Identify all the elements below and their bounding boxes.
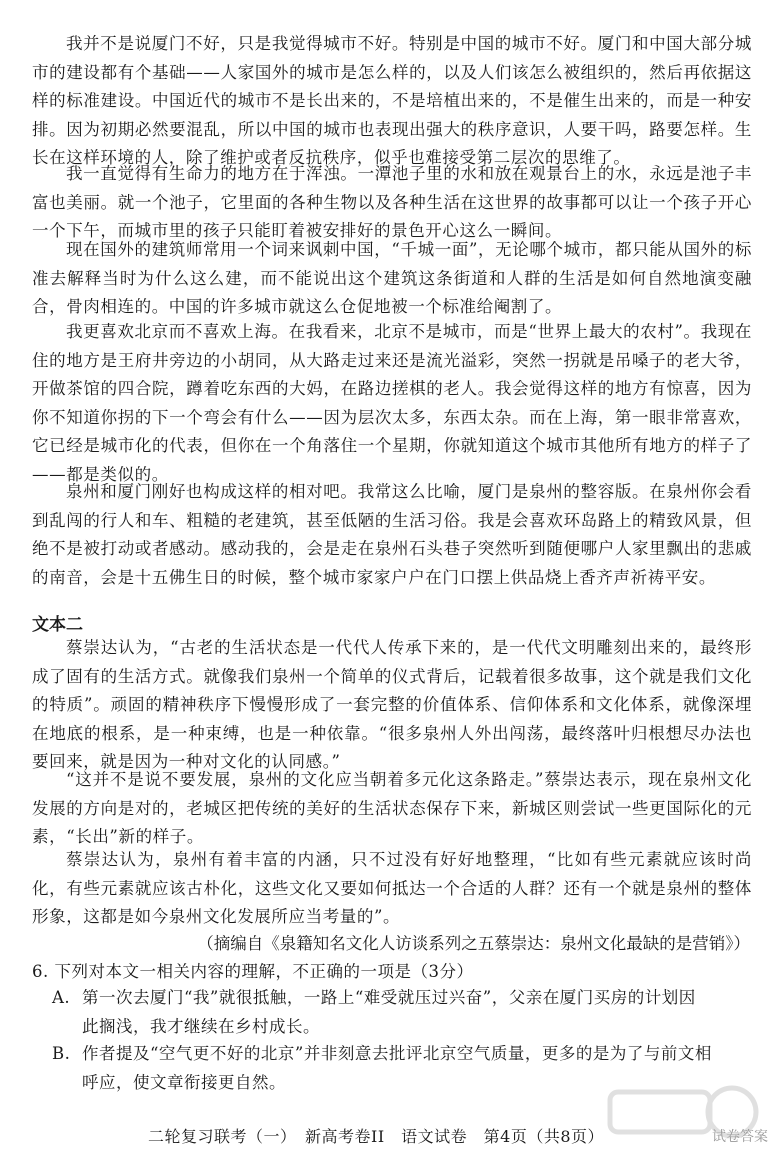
option-b-letter: B. xyxy=(52,1044,71,1063)
source-citation: （摘编自《泉籍知名文化人访谈系列之五蔡崇达：泉州文化最缺的是营销》） xyxy=(197,934,750,953)
text1-paragraph-1: 我并不是说厦门不好，只是我觉得城市不好。特别是中国的城市不好。厦门和中国大部分城市的建设都有个基础——人家国外的城市是怎么样的，以及人们该怎么被组织的，然后再依据这样的标准建设。中国近代的城市不是长出来的，不是培植出来的，不是催生出来的，而是一种安排。因为初期必然要混乱，所以中国的城市也表现出强大的秩序意识，人要干吗，路要怎样。生长在这样环境的人，除了维护或者反抗秩序，似乎也难接受第二层次的思维了。 xyxy=(32,34,752,168)
option-b-line1: 作者提及“空气更不好的北京”并非刻意去批评北京空气质量，更多的是为了与前文相 xyxy=(82,1044,712,1063)
text2-paragraph-1: 蔡崇达认为，“古老的生活状态是一代代人传承下来的，是一代代文明雕刻出来的，最终形成了固有的生活方式。就像我们泉州一个简单的仪式背后，记载着很多故事，这个就是我们文化的特质”。顽固的精神秩序下慢慢形成了一套完整的价值体系、信仰体系和文化体系，就像深埋在地底的根系，是一种束缚，也是一种依靠。“很多泉州人外出闯荡，最终落叶归根想尽办法也要回来，就是因为一种对文化的认同感。” xyxy=(32,638,752,772)
text2-paragraph-2: “这并不是说不要发展，泉州的文化应当朝着多元化这条路走。”蔡崇达表示，现在泉州文化发展的方向是对的，老城区把传统的美好的生活状态保存下来，新城区则尝试一些更国际化的元素，“长出”新的样子。 xyxy=(32,770,752,847)
text2-heading: 文本二 xyxy=(32,615,83,635)
text1-paragraph-2: 我一直觉得有生命力的地方在于浑浊。一潭池子里的水和放在观景台上的水，永远是池子丰富也美丽。就一个池子，它里面的各种生物以及各种生活在这世界的故事都可以让一个孩子开心一个下午，而城市里的孩子只能盯着被安排好的景色开心这么一瞬间。 xyxy=(32,164,752,241)
page-footer: 二轮复习联考（一） 新高考卷II 语文试卷 第4页（共8页） xyxy=(148,1127,605,1146)
option-a xyxy=(52,984,752,1041)
option-b-line2: 呼应，使文章衔接更自然。 xyxy=(82,1072,286,1092)
text1-paragraph-3: 现在国外的建筑师常用一个词来讽刺中国，“千城一面”，无论哪个城市，都只能从国外的标准去解释当时为什么这么建，而不能说出这个建筑这条街道和人群的生活是如何自然地演变融合，骨肉相连的。中国的许多城市就这么仓促地被一个标准给阉割了。 xyxy=(32,240,752,317)
text1-paragraph-5: 泉州和厦门刚好也构成这样的相对吧。我常这么比喻，厦门是泉州的整容版。在泉州你会看到乱闯的行人和车、粗糙的老建筑，甚至低陋的生活习俗。我是会喜欢环岛路上的精致风景，但绝不是被打动或者感动。感动我的，会是走在泉州石头巷子突然听到随便哪户人家里飘出的悲戚的南音，会是十五佛生日的时候，整个城市家家户户在门口摆上供品烧上香齐声祈祷平安。 xyxy=(32,482,752,587)
option-a-line1: 第一次去厦门“我”就很抵触，一路上“难受就压过兴奋”，父亲在厦门买房的计划因 xyxy=(82,988,696,1007)
question-6: 6. 下列对本文一相关内容的理解，不正确的一项是（3分） xyxy=(32,962,474,981)
text2-paragraph-3: 蔡崇达认为，泉州有着丰富的内涵，只不过没有好好地整理，“比如有些元素就应该时尚化，有些元素就应该古朴化，这些文化又要如何抵达一个合适的人群？还有一个就是泉州的整体形象，这都是如今泉州文化发展所应当考量的”。 xyxy=(32,850,752,927)
watermark-text: 试卷答案 xyxy=(712,1129,768,1145)
option-a-line2: 此搁浅，我才继续在乡村成长。 xyxy=(82,1016,320,1036)
text1-paragraph-4: 我更喜欢北京而不喜欢上海。在我看来，北京不是城市，而是“世界上最大的农村”。我现在住的地方是王府井旁边的小胡同，从大路走过来还是流光溢彩，突然一拐就是吊嗓子的老大爷，开做茶馆的四合院，蹲着吃东西的大妈，在路边搓棋的老人。我会觉得这样的地方有惊喜，因为你不知道你拐的下一个弯会有什么——因为层次太多，东西太杂。而在上海，第一眼非常喜欢，它已经是城市化的代表，但你在一个角落住一个星期，你就知道这个城市其他所有地方的样子了——都是类似的。 xyxy=(32,322,752,484)
option-a-letter: A. xyxy=(52,988,71,1007)
